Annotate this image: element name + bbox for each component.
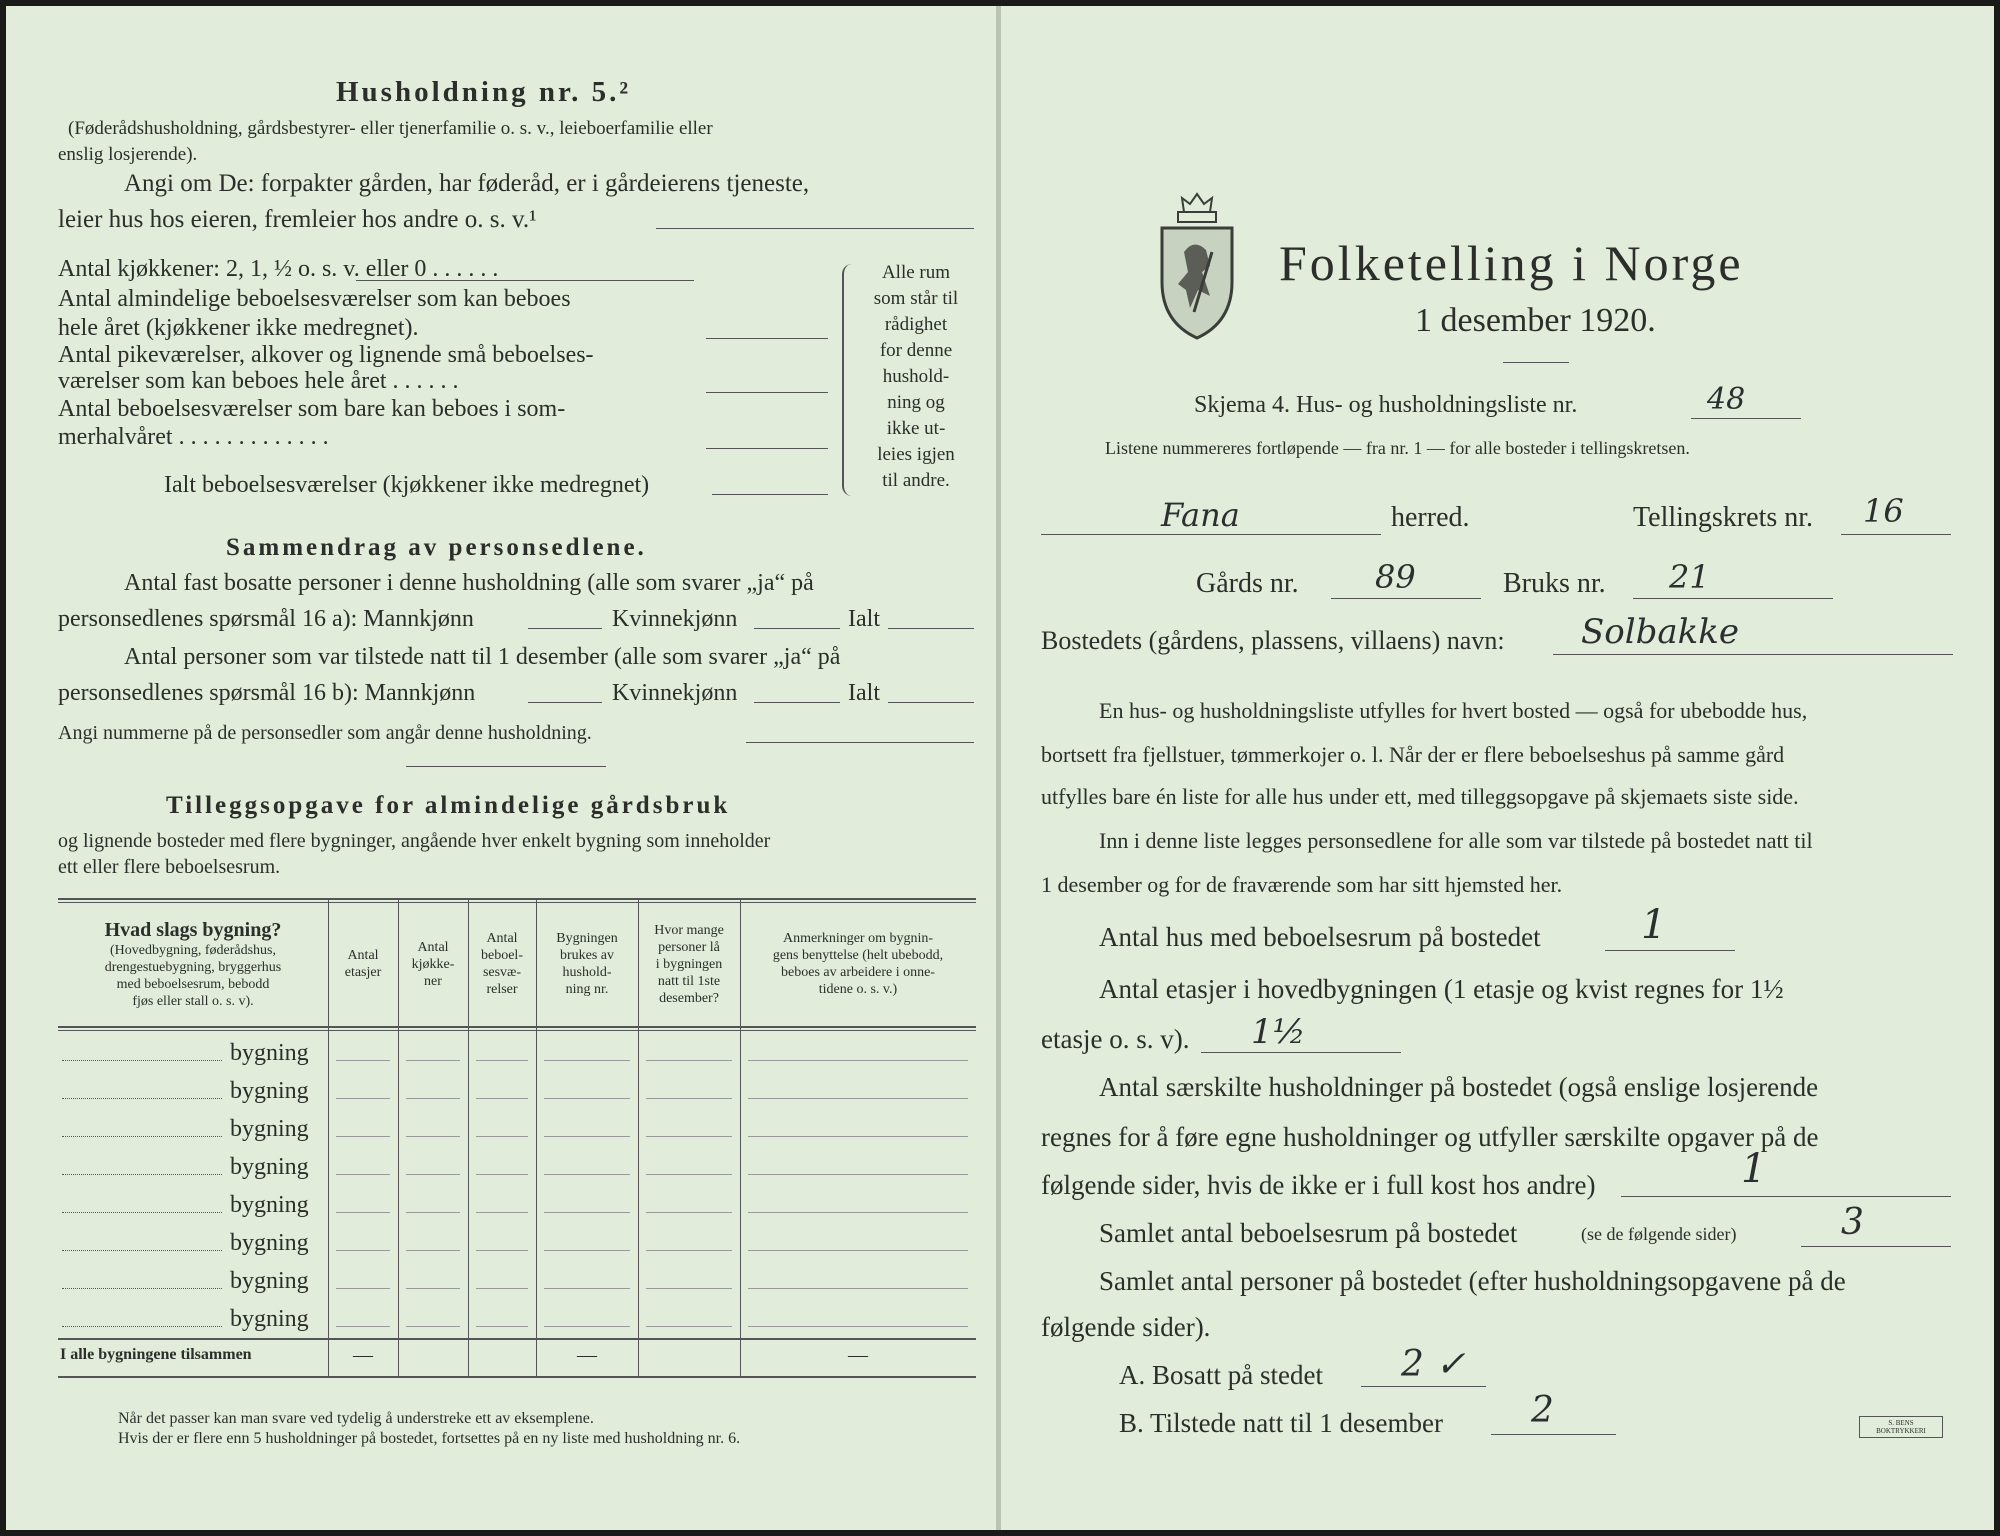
building-cell[interactable] — [544, 1326, 630, 1327]
gards-label: Gårds nr. — [1196, 568, 1299, 599]
building-type-answer[interactable] — [62, 1288, 222, 1289]
building-cell[interactable] — [406, 1174, 460, 1175]
present-label: B. Tilstede natt til 1 desember — [1119, 1408, 1443, 1438]
q-houses-answer-line[interactable] — [1605, 950, 1735, 951]
building-cell[interactable] — [476, 1212, 528, 1213]
bostedets-answer-line[interactable] — [1553, 654, 1953, 655]
building-cell[interactable] — [646, 1136, 732, 1137]
building-cell[interactable] — [748, 1250, 968, 1251]
table-header-text: kjøkke- — [411, 956, 455, 972]
instr-1b: bortsett fra fjellstuer, tømmerkojer o. l. Når der er flere beboelseshus på samme gård — [1041, 742, 1785, 767]
summary-line-1a: Antal fast bosatte personer i denne husholdning (alle som svarer „ja“ på — [124, 570, 814, 596]
building-cell[interactable] — [646, 1326, 732, 1327]
q-rooms-label: Samlet antal beboelsesrum på bostedet — [1099, 1218, 1518, 1248]
listene-note: Listene nummereres fortløpende — fra nr. 1 — for alle bosteder i tellingskretsen. — [1105, 438, 1690, 458]
building-cell[interactable] — [544, 1250, 630, 1251]
brace-note-line: hushold- — [882, 366, 950, 387]
total-row-mark: — — [577, 1344, 597, 1366]
building-cell[interactable] — [336, 1174, 390, 1175]
building-cell[interactable] — [406, 1060, 460, 1061]
table-col-header — [328, 906, 398, 1022]
herred-label: herred. — [1391, 502, 1470, 533]
supplement-line-1: og lignende bosteder med flere bygninger, angående hver enkelt bygning som inneholder — [58, 830, 771, 852]
q-summer-1: Antal beboelsesværelser som bare kan beboes i som- — [58, 396, 566, 422]
building-cell[interactable] — [476, 1098, 528, 1099]
table-col-header — [58, 906, 328, 1022]
table-header-text: tidene o. s. v.) — [818, 982, 898, 997]
building-row-label: bygning — [230, 1040, 309, 1066]
instr-2b: 1 desember og for de fraværende som har sitt hjemsted her. — [1041, 872, 1563, 897]
summary-line-2a: Antal personer som var tilstede natt til 1 desember (alle som svarer „ja“ på — [124, 644, 841, 670]
building-cell[interactable] — [336, 1098, 390, 1099]
building-cell[interactable] — [646, 1098, 732, 1099]
instr-2a: Inn i denne liste legges personsedlene for alle som var tilstede på bostedet natt til — [1099, 828, 1813, 853]
table-header-text: beboel- — [481, 948, 523, 963]
building-cell[interactable] — [544, 1174, 630, 1175]
building-cell[interactable] — [476, 1136, 528, 1137]
table-total-rule — [58, 1338, 976, 1340]
summary-line-1b: personsedlenes spørsmål 16 a): Mannkjønn — [58, 606, 474, 632]
building-cell[interactable] — [406, 1098, 460, 1099]
q-floors-answer-line[interactable] — [1201, 1052, 1401, 1053]
building-cell[interactable] — [748, 1098, 968, 1099]
building-cell[interactable] — [336, 1288, 390, 1289]
instr-1a: En hus- og husholdningsliste utfylles for hvert bosted — også for ubebodde hus, — [1099, 698, 1808, 723]
building-table — [58, 888, 976, 1388]
table-top-rule-2 — [58, 902, 976, 903]
person-numbers-answer[interactable] — [746, 742, 974, 743]
q-ordinary-2: hele året (kjøkkener ikke medregnet). — [58, 315, 419, 341]
brace-note — [856, 260, 976, 494]
table-header-text: med beboelsesrum, bebodd — [116, 977, 270, 992]
table-header-text: brukes av — [559, 948, 615, 963]
supplement-title: Tilleggsopgave for almindelige gårdsbruk — [166, 792, 731, 819]
coat-of-arms-icon — [1154, 192, 1240, 342]
summary-line-1d: Ialt — [848, 606, 880, 632]
q-rooms-note: (se de følgende sider) — [1581, 1224, 1737, 1244]
table-col-header — [536, 906, 638, 1022]
summary-line-3: Angi nummerne på de personsedler som angår denne husholdning. — [58, 722, 592, 744]
building-type-answer[interactable] — [62, 1174, 222, 1175]
building-type-answer[interactable] — [62, 1250, 222, 1251]
fast-total-answer[interactable] — [888, 628, 974, 629]
bostedets-label: Bostedets (gårdens, plassens, villaens) navn: — [1041, 626, 1505, 655]
building-cell[interactable] — [646, 1288, 732, 1289]
printer-stamp: S. BENS BOKTRYKKERI — [1859, 1416, 1943, 1438]
q-houses-label: Antal hus med beboelsesrum på bostedet — [1099, 922, 1541, 952]
q-ordinary-answer[interactable] — [706, 338, 828, 339]
main-title: Folketelling i Norge — [1279, 235, 1744, 291]
table-bottom-rule — [58, 1376, 976, 1378]
q-summer-answer[interactable] — [706, 448, 828, 449]
summary-line-2b: personsedlenes spørsmål 16 b): Mannkjønn — [58, 680, 476, 706]
census-date: 1 desember 1920. — [1415, 302, 1656, 339]
building-row-label: bygning — [230, 1078, 309, 1104]
q-kitchens: Antal kjøkkener: 2, 1, ½ o. s. v. eller 0 . . . . . . — [58, 256, 499, 282]
herred-value[interactable]: Fana — [1161, 496, 1240, 534]
tellingskrets-answer-line[interactable] — [1841, 534, 1951, 535]
building-cell[interactable] — [336, 1212, 390, 1213]
angi-line-2: leier hus hos eieren, fremleier hos andre o. s. v.¹ — [58, 206, 537, 233]
q-maid-2: værelser som kan beboes hele året . . . . . . — [58, 368, 459, 394]
table-header-text: hushold- — [562, 965, 612, 980]
table-header-rule-2 — [58, 1030, 976, 1031]
building-row-label: bygning — [230, 1154, 309, 1180]
brace-note-line: Alle rum — [881, 262, 951, 283]
table-header-text: Antal — [347, 948, 379, 963]
q-households-2: regnes for å føre egne husholdninger og utfyller særskilte opgaver på de — [1041, 1122, 1819, 1152]
present-answer-line[interactable] — [1491, 1434, 1616, 1435]
gards-answer-line[interactable] — [1331, 598, 1481, 599]
brace-note-line: ning og — [887, 392, 945, 413]
resident-answer-line[interactable] — [1361, 1386, 1486, 1387]
bruks-value[interactable]: 21 — [1669, 558, 1710, 596]
table-header-text: desember? — [659, 990, 719, 1006]
household-title: Husholdning nr. 5.² — [336, 76, 632, 108]
q-floors-value[interactable]: 1½ — [1251, 1012, 1306, 1052]
building-cell[interactable] — [336, 1326, 390, 1327]
table-header-text: personer lå — [658, 939, 720, 955]
building-cell[interactable] — [646, 1212, 732, 1213]
herred-answer-line[interactable] — [1041, 534, 1381, 535]
building-cell[interactable] — [406, 1136, 460, 1137]
building-type-answer[interactable] — [62, 1060, 222, 1061]
tellingskrets-value[interactable]: 16 — [1863, 492, 1904, 530]
table-header-text: ner — [424, 973, 442, 989]
summary-line-1c: Kvinnekjønn — [612, 606, 738, 632]
table-header-text: relser — [486, 982, 518, 997]
total-row-mark: — — [848, 1344, 868, 1366]
table-header-text: natt til 1ste — [657, 973, 721, 989]
household-intro-1: (Føderådshusholdning, gårdsbestyrer- eller tjenerfamilie o. s. v., leieboerfamilie eller — [68, 118, 713, 139]
building-cell[interactable] — [544, 1098, 630, 1099]
building-row-label: bygning — [230, 1192, 309, 1218]
household-intro-2: enslig losjerende). — [58, 144, 198, 165]
brace-note-line: som står til — [873, 288, 959, 309]
fast-male-answer[interactable] — [528, 628, 602, 629]
table-header-text: sesvæ- — [482, 965, 522, 980]
q-floors-2: etasje o. s. v). — [1041, 1024, 1190, 1054]
building-row-label: bygning — [230, 1268, 309, 1294]
left-page — [6, 6, 996, 1530]
building-type-answer[interactable] — [62, 1098, 222, 1099]
footnote-2: Hvis der er flere enn 5 husholdninger på bostedet, fortsettes på en ny liste med husholdning nr. 6. — [118, 1430, 741, 1447]
table-col-header — [740, 906, 976, 1022]
supplement-line-2: ett eller flere beboelsesrum. — [58, 856, 281, 878]
building-cell[interactable] — [748, 1288, 968, 1289]
building-row-label: bygning — [230, 1306, 309, 1332]
present-female-answer[interactable] — [754, 702, 840, 703]
building-cell[interactable] — [406, 1212, 460, 1213]
building-cell[interactable] — [336, 1060, 390, 1061]
building-cell[interactable] — [646, 1250, 732, 1251]
building-cell[interactable] — [748, 1174, 968, 1175]
table-header-text: i bygningen — [655, 956, 723, 972]
brace-note-line: rådighet — [884, 314, 948, 335]
building-cell[interactable] — [476, 1250, 528, 1251]
table-header-text: Hvor mange — [654, 922, 724, 938]
building-cell[interactable] — [748, 1136, 968, 1137]
building-type-answer[interactable] — [62, 1136, 222, 1137]
q-total-rooms: Ialt beboelsesværelser (kjøkkener ikke medregnet) — [164, 472, 650, 498]
gards-value[interactable]: 89 — [1375, 558, 1416, 596]
building-cell[interactable] — [476, 1060, 528, 1061]
building-cell[interactable] — [544, 1136, 630, 1137]
q-persons-2: følgende sider). — [1041, 1312, 1211, 1342]
building-cell[interactable] — [748, 1060, 968, 1061]
building-row-label: bygning — [230, 1230, 309, 1256]
brace-note-line: til andre. — [882, 470, 950, 491]
building-cell[interactable] — [646, 1060, 732, 1061]
building-cell[interactable] — [476, 1288, 528, 1289]
q-households-3: følgende sider, hvis de ikke er i full kost hos andre) — [1041, 1170, 1596, 1200]
bruks-answer-line[interactable] — [1633, 598, 1833, 599]
building-cell[interactable] — [544, 1060, 630, 1061]
table-header-text: gens benyttelse (helt ubebodd, — [772, 948, 944, 963]
total-row-label: I alle bygningene tilsammen — [60, 1346, 252, 1363]
building-cell[interactable] — [336, 1136, 390, 1137]
building-row-label: bygning — [230, 1116, 309, 1142]
table-header-text: Anmerkninger om bygnin- — [782, 931, 934, 946]
q-total-rooms-answer[interactable] — [712, 494, 828, 495]
bruks-label: Bruks nr. — [1503, 568, 1606, 599]
present-value[interactable]: 2 — [1531, 1390, 1554, 1431]
table-header-text: fjøs eller stall o. s. v). — [132, 994, 254, 1009]
table-header-text: Antal — [417, 939, 449, 955]
q-ordinary-1: Antal almindelige beboelsesværelser som kan beboes — [58, 286, 571, 312]
brace-note-line: ikke ut- — [886, 418, 946, 439]
table-col-header — [638, 906, 740, 1022]
angi-answer-line[interactable] — [656, 228, 974, 229]
q-persons-1: Samlet antal personer på bostedet (efter husholdningsopgavene på de — [1099, 1266, 1846, 1296]
table-header-text: Bygningen — [556, 931, 618, 946]
total-row-mark: — — [353, 1344, 373, 1366]
table-header-text: (Hovedbygning, føderådshus, — [109, 943, 277, 958]
building-cell[interactable] — [748, 1212, 968, 1213]
table-header-rule — [58, 1026, 976, 1028]
right-page — [1001, 6, 1994, 1530]
fast-female-answer[interactable] — [754, 628, 840, 629]
building-cell[interactable] — [748, 1326, 968, 1327]
q-maid-answer[interactable] — [706, 392, 828, 393]
table-col-header — [398, 906, 468, 1022]
bostedets-value[interactable]: Solbakke — [1581, 612, 1739, 652]
q-maid-1: Antal pikeværelser, alkover og lignende små beboelses- — [58, 342, 594, 368]
date-divider — [1503, 362, 1569, 363]
building-cell[interactable] — [406, 1250, 460, 1251]
q-households-value[interactable]: 1 — [1741, 1146, 1767, 1192]
summary-line-2d: Ialt — [848, 680, 880, 706]
schema-answer-line[interactable] — [1691, 418, 1801, 419]
summary-line-2c: Kvinnekjønn — [612, 680, 738, 706]
table-header-text: drengestuebygning, bryggerhus — [104, 960, 282, 975]
table-header-text: Antal — [486, 931, 518, 946]
tellingskrets-label: Tellingskrets nr. — [1633, 502, 1814, 533]
q-households-answer-line[interactable] — [1621, 1196, 1951, 1197]
q-households-1: Antal særskilte husholdninger på bostedet (også enslige losjerende — [1099, 1072, 1819, 1102]
building-cell[interactable] — [476, 1174, 528, 1175]
resident-value[interactable]: 2 ✓ — [1401, 1344, 1466, 1385]
table-header-text: etasjer — [344, 965, 382, 980]
table-header-text: Hvad slags bygning? — [104, 919, 282, 941]
table-col-header — [468, 906, 536, 1022]
q-summer-2: merhalvåret . . . . . . . . . . . . . — [58, 424, 329, 450]
brace-note-line: leies igjen — [877, 444, 955, 465]
building-cell[interactable] — [476, 1326, 528, 1327]
building-cell[interactable] — [336, 1250, 390, 1251]
summary-title: Sammendrag av personsedlene. — [226, 534, 647, 561]
schema-number-value[interactable]: 48 — [1707, 382, 1746, 417]
brace-note-line: for denne — [879, 340, 953, 361]
schema-label: Skjema 4. Hus- og husholdningsliste nr. — [1194, 392, 1578, 418]
building-cell[interactable] — [406, 1288, 460, 1289]
q-houses-value[interactable]: 1 — [1641, 902, 1667, 948]
building-cell[interactable] — [646, 1174, 732, 1175]
building-cell[interactable] — [406, 1326, 460, 1327]
building-cell[interactable] — [544, 1288, 630, 1289]
building-type-answer[interactable] — [62, 1326, 222, 1327]
table-header-text: ning nr. — [565, 982, 609, 997]
table-top-rule — [58, 898, 976, 900]
footnote-1: Når det passer kan man svare ved tydelig å understreke ett av eksemplene. — [118, 1410, 594, 1427]
angi-line-1: Angi om De: forpakter gården, har føderåd, er i gårdeierens tjeneste, — [124, 170, 810, 197]
census-sheet — [6, 6, 1994, 1530]
divider — [406, 766, 606, 767]
building-type-answer[interactable] — [62, 1212, 222, 1213]
brace-icon — [842, 264, 854, 496]
q-floors-1: Antal etasjer i hovedbygningen (1 etasje og kvist regnes for 1½ — [1099, 974, 1784, 1004]
building-cell[interactable] — [544, 1212, 630, 1213]
resident-label: A. Bosatt på stedet — [1119, 1360, 1323, 1390]
q-kitchens-answer[interactable] — [356, 280, 694, 281]
present-male-answer[interactable] — [528, 702, 602, 703]
present-total-answer[interactable] — [888, 702, 974, 703]
q-rooms-value[interactable]: 3 — [1841, 1202, 1864, 1243]
table-header-text: beboes av arbeidere i onne- — [781, 965, 935, 980]
instr-1c: utfylles bare én liste for alle hus under ett, med tilleggsopgave på skjemaets siste side. — [1041, 784, 1799, 809]
q-rooms-answer-line[interactable] — [1801, 1246, 1951, 1247]
